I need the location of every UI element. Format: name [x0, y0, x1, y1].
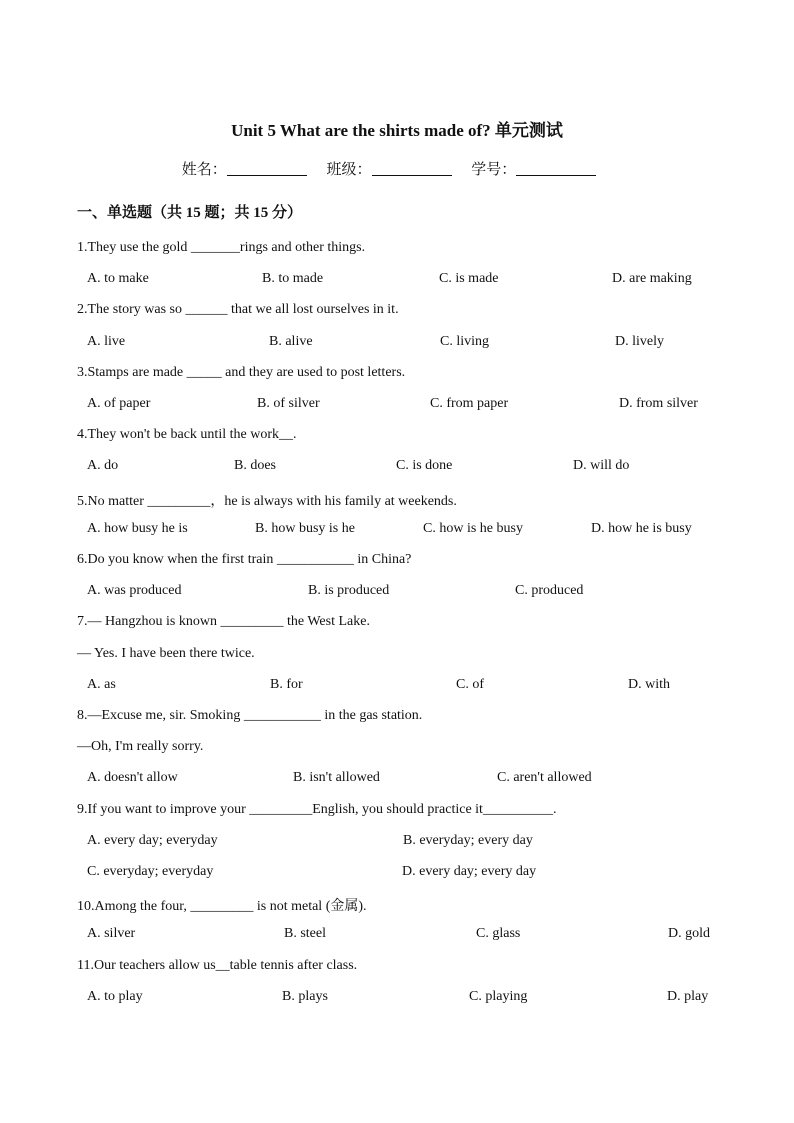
question-7-option-a: A. as — [87, 677, 116, 692]
question-10-option-b: B. steel — [284, 926, 326, 941]
question-7-option-b: B. for — [270, 677, 303, 692]
question-9-options-row-2 — [0, 864, 794, 884]
question-9-options-row-1 — [0, 833, 794, 853]
question-7-option-c: C. of — [456, 677, 484, 692]
question-4-option-c: C. is done — [396, 458, 453, 473]
question-1-option-b: B. to made — [262, 271, 324, 286]
question-8-option-a: A. doesn't allow — [87, 770, 178, 785]
question-4-options — [0, 458, 794, 478]
section-title: 一、单选题（共 15 题；共 15 分） — [77, 205, 303, 221]
question-1-options — [0, 271, 794, 291]
question-11-option-c: C. playing — [469, 989, 528, 1004]
question-7-options — [0, 677, 794, 697]
question-9-stem: 9.If you want to improve your _________English, you should practice it__________. — [77, 802, 557, 817]
question-9-option-d: D. every day; every day — [402, 864, 537, 879]
question-11-stem: 11.Our teachers allow us__table tennis after class. — [77, 958, 358, 973]
question-5-option-b: B. how busy is he — [255, 521, 355, 536]
question-6-options — [0, 583, 794, 603]
question-2-option-b: B. alive — [269, 334, 313, 349]
question-1-option-a: A. to make — [87, 271, 149, 286]
question-2-option-a: A. live — [87, 334, 126, 349]
question-11-option-a: A. to play — [87, 989, 143, 1004]
question-5-stem: 5.No matter _________，he is always with his family at weekends. — [77, 494, 457, 509]
question-7-reply: — Yes. I have been there twice. — [77, 646, 255, 661]
id-label: 学号： — [471, 162, 517, 178]
question-6-stem: 6.Do you know when the first train ___________ in China? — [77, 552, 412, 567]
question-8-option-c: C. aren't allowed — [497, 770, 592, 785]
question-11-options — [0, 989, 794, 1009]
question-3-option-b: B. of silver — [257, 396, 320, 411]
question-3-option-d: D. from silver — [619, 396, 698, 411]
question-7-stem: 7.— Hangzhou is known _________ the West Lake. — [77, 614, 370, 629]
question-9-option-c: C. everyday; everyday — [87, 864, 214, 879]
question-6-option-c: C. produced — [515, 583, 584, 598]
name-label: 姓名： — [181, 162, 227, 178]
question-10-option-a: A. silver — [87, 926, 136, 941]
question-2-option-c: C. living — [440, 334, 490, 349]
question-4-option-b: B. does — [234, 458, 276, 473]
page-title: Unit 5 What are the shirts made of? 单元测试 — [231, 121, 563, 140]
question-11-option-b: B. plays — [282, 989, 328, 1004]
question-5-option-c: C. how is he busy — [423, 521, 523, 536]
question-5-option-d: D. how he is busy — [591, 521, 692, 536]
question-9-option-a: A. every day; everyday — [87, 833, 218, 848]
question-5-option-a: A. how busy he is — [87, 521, 188, 536]
question-6-option-a: A. was produced — [87, 583, 182, 598]
question-1-option-d: D. are making — [612, 271, 692, 286]
question-4-option-d: D. will do — [573, 458, 630, 473]
id-blank — [516, 161, 596, 176]
class-label: 班级： — [326, 162, 372, 178]
question-8-reply: —Oh, I'm really sorry. — [77, 739, 204, 754]
question-1-option-c: C. is made — [439, 271, 499, 286]
question-11-option-d: D. play — [667, 989, 709, 1004]
question-10-option-c: C. glass — [476, 926, 521, 941]
question-8-stem: 8.—Excuse me, sir. Smoking ___________ in the gas station. — [77, 708, 423, 723]
question-9-option-b: B. everyday; every day — [403, 833, 533, 848]
question-10-option-d: D. gold — [668, 926, 710, 941]
question-10-options — [0, 926, 794, 946]
question-10-stem: 10.Among the four, _________ is not metal (金属). — [77, 899, 367, 914]
question-8-option-b: B. isn't allowed — [293, 770, 380, 785]
name-blank — [227, 161, 307, 176]
question-7-option-d: D. with — [628, 677, 670, 692]
question-4-stem: 4.They won't be back until the work__. — [77, 427, 297, 442]
question-1-stem: 1.They use the gold _______rings and other things. — [77, 240, 366, 255]
question-2-options — [0, 334, 794, 354]
question-5-options — [0, 521, 794, 541]
question-2-option-d: D. lively — [615, 334, 664, 349]
question-3-option-a: A. of paper — [87, 396, 151, 411]
student-info-row — [0, 158, 794, 179]
question-2-stem: 2.The story was so ______ that we all lost ourselves in it. — [77, 302, 399, 317]
question-3-stem: 3.Stamps are made _____ and they are used to post letters. — [77, 365, 406, 380]
question-6-option-b: B. is produced — [308, 583, 390, 598]
question-3-options — [0, 396, 794, 416]
question-3-option-c: C. from paper — [430, 396, 509, 411]
question-8-options — [0, 770, 794, 790]
class-blank — [372, 161, 452, 176]
question-4-option-a: A. do — [87, 458, 119, 473]
